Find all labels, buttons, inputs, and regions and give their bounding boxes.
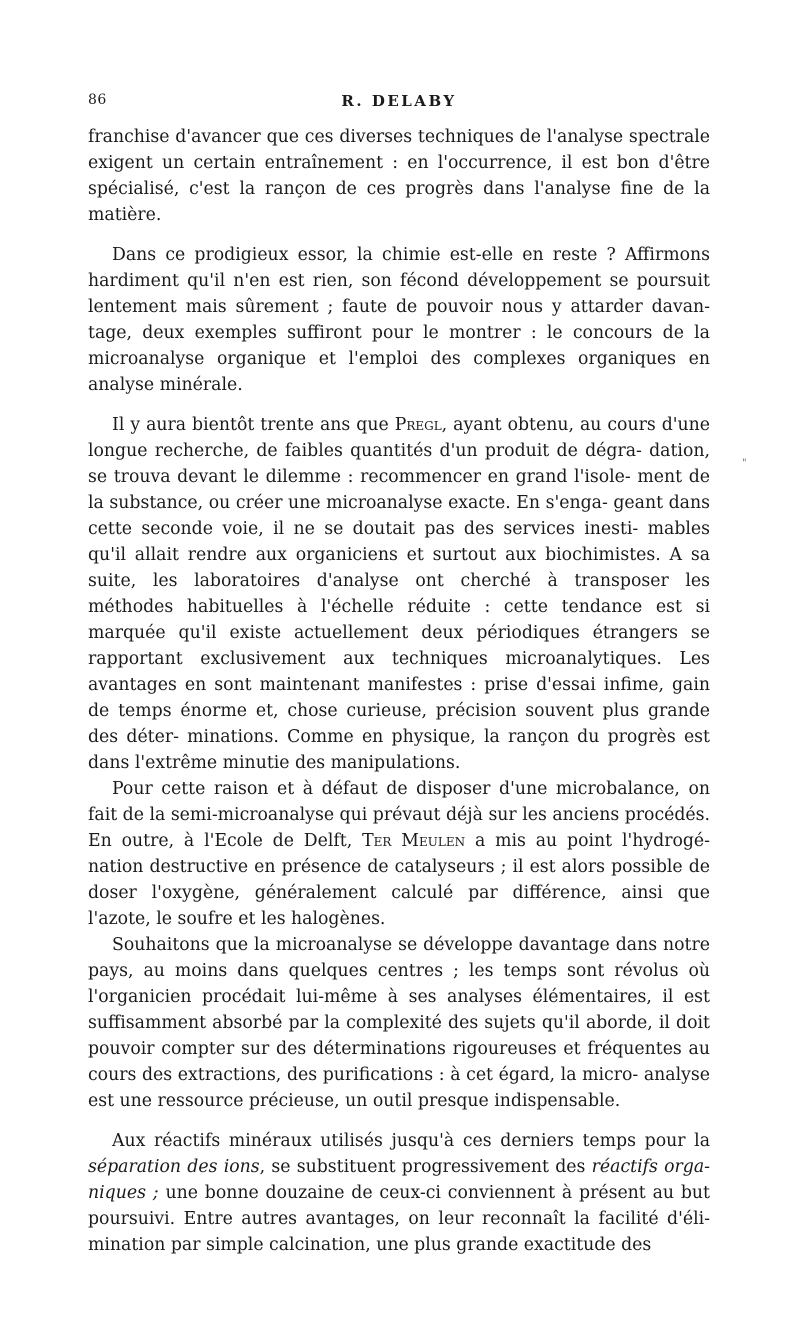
paragraph-4-text-a: Pour cette raison et à défaut de disposer d'une microbalance, on fait de la semi-microanalyse qui prévaut déjà sur les anciens procédés. En outre, à l'Ecole de Delft,	[88, 779, 710, 851]
paragraph-3-text-b: , ayant obtenu, au cours d'une longue recherche, de faibles quantités d'un produit de dégra- dation, se trouva devant le dilemme : recommencer en grand l'isole- ment de la substance, ou créer une microanalyse exacte. En s'enga- geant dans cette seconde voie, il ne se doutait pas des services inesti- mables qu'il allait rendre aux organiciens et surtout aux biochimistes. A sa suite, les laboratoires d'analyse ont cherché à transposer les méthodes habituelles à l'échelle réduite : cette tendance est si marquée qu'il existe actuellement deux périodiques étrangers se rapportant exclusivement aux techniques microanalytiques. Les avantages en sont maintenant manifestes : prise d'essai infime, gain de temps énorme et, chose curieuse, précision souvent plus grande des déter- minations. Comme en physique, la rançon du progrès est dans l'extrême minutie des manipulations.	[88, 415, 710, 773]
paragraph-3-text-a: Il y aura bientôt trente ans que	[112, 415, 395, 435]
paragraph-6-text-b: , se substituent progressivement des	[259, 1157, 592, 1177]
paragraph-4	[88, 776, 710, 932]
paragraph-5: Souhaitons que la microanalyse se développe davantage dans notre pays, au moins dans quelques centres ; les temps sont révolus où l'organicien procédait lui-même à ses analyses élémentaires, il est suffisamment absorbé par la complexité des sujets qu'il aborde, il doit pouvoir compter sur des déterminations rigoureuses et fréquentes au cours des extractions, des purifications : à cet égard, la micro- analyse est une ressource précieuse, un outil presque indispensable.	[88, 935, 710, 1111]
author-name-pregl: Pregl	[394, 415, 442, 435]
paragraph-6	[88, 1128, 710, 1258]
page-number: 86	[88, 92, 107, 108]
page-header	[88, 92, 710, 120]
body-text	[88, 124, 710, 1258]
running-head: R. DELABY	[341, 92, 457, 110]
italic-term-separation: séparation des ions	[88, 1157, 260, 1177]
paragraph-3	[88, 412, 710, 776]
paragraph-6-text-a: Aux réactifs minéraux utilisés jusqu'à ces derniers temps pour la	[112, 1131, 710, 1151]
paragraph-4-text-b: a mis au point l'hydrogé- nation destructive en présence de catalyseurs ; il est alors possible de doser l'oxygène, généralement calculé par différence, ainsi que l'azote, le soufre et les halogènes.	[88, 831, 710, 929]
paragraph-2: Dans ce prodigieux essor, la chimie est-elle en reste ? Affirmons hardiment qu'il n'en est rien, son fécond développement se poursuit lentement mais sûrement ; faute de pouvoir nous y attarder davan- tage, deux exemples suffiront pour le montrer : le concours de la microanalyse organique et l'emploi des complexes organiques en analyse minérale.	[88, 245, 710, 395]
italic-term-reactifs: réactifs orga- niques ;	[88, 1157, 711, 1203]
margin-mark: "	[742, 458, 747, 469]
paragraph-1: franchise d'avancer que ces diverses techniques de l'analyse spectrale exigent un certain entraînement : en l'occurrence, il est bon d'être spécialisé, c'est la rançon de ces progrès dans l'analyse fine de la matière.	[88, 127, 710, 225]
paragraph-6-text-c: une bonne douzaine de ceux-ci conviennent à présent au but poursuivi. Entre autres avantages, on leur reconnaît la facilité d'éli- mination par simple calcination, une plus grande exactitude des	[88, 1183, 710, 1255]
author-name-ter-meulen: Ter Meulen	[362, 831, 466, 851]
